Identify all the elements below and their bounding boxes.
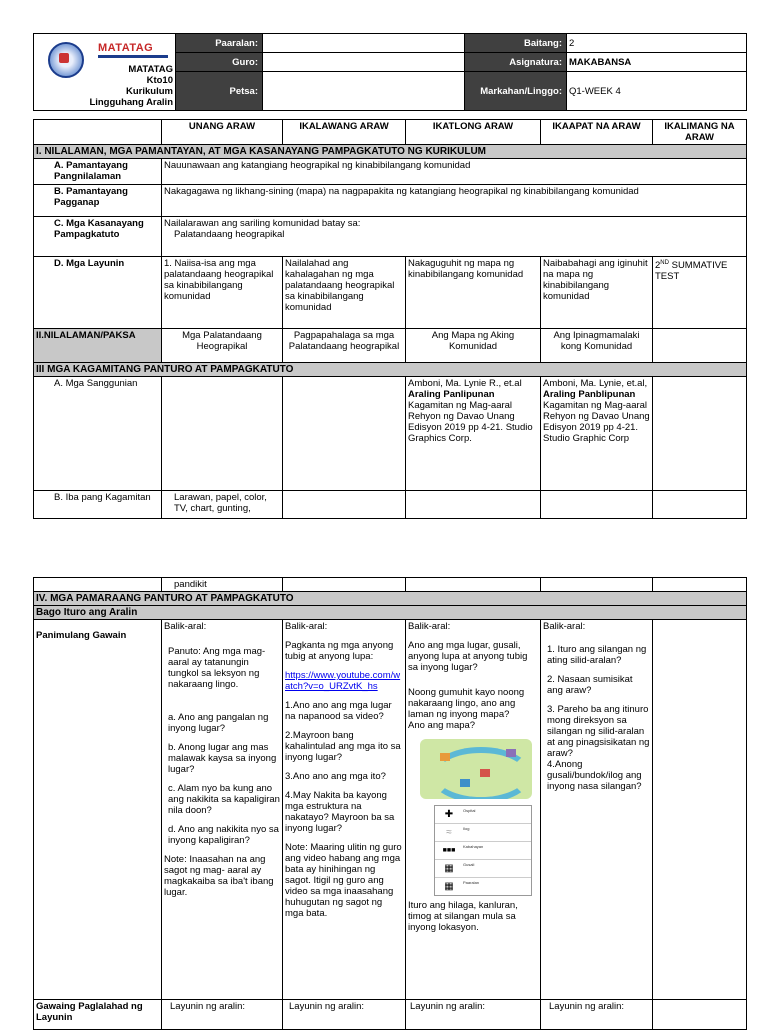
layunin-aralin-day2: Layunin ng aralin: xyxy=(283,1000,406,1030)
asignatura-label: Asignatura: xyxy=(465,53,567,72)
kagamitan-day3 xyxy=(406,491,541,519)
header-table xyxy=(33,33,747,111)
pamantayang-pangnilalaman-label: A. Pamantayang Pangnilalaman xyxy=(34,159,162,185)
paksa-day2: Pagpapahalaga sa mga Palatandaang heograpikal xyxy=(283,329,406,363)
kasanayang-text: Nailalarawan ang sariling komunidad batay sa: Palatandaang heograpikal xyxy=(162,217,747,257)
cont-label xyxy=(34,578,162,592)
layunin-aralin-day3: Layunin ng aralin: xyxy=(406,1000,541,1030)
paksa-day1: Mga Palatandaang Heograpikal xyxy=(162,329,283,363)
paksa-day3: Ang Mapa ng Aking Komunidad xyxy=(406,329,541,363)
day3-header: IKATLONG ARAW xyxy=(406,120,541,145)
day1-header: UNANG ARAW xyxy=(162,120,283,145)
matatag-logo: MATATAG xyxy=(98,42,154,54)
panimula-day2: Balik-aral: Pagkanta ng mga anyong tubig at anyong lupa: https://www.youtube.com/watch?v=o_URZvtK_hs 1.Ano ano ang mga lugar na napanood sa video? 2.Mayroon bang kahalintulad ang mga ito sa inyong lugar? 3.Ano ano ang mga ito? 4.May Nakita ba kayong mga estruktura na nakatayo? Mayroon ba sa inyong lugar? Note: Maaring ulitin ng guro ang video habang ang mga bata ay hinihingan ng sagot. Itigil ng guro ang video sa mga inaasahang huhugutan ng sagot ng mga bata. xyxy=(283,620,406,1000)
sanggunian-label: A. Mga Sanggunian xyxy=(34,377,162,491)
paksa-day5 xyxy=(653,329,747,363)
kagamitan-day4 xyxy=(541,491,653,519)
layunin-aralin-day5 xyxy=(653,1000,747,1030)
logo-underline xyxy=(98,55,168,58)
layunin-aralin-day4: Layunin ng aralin: xyxy=(541,1000,653,1030)
markahan-field[interactable]: Q1-WEEK 4 xyxy=(567,72,747,111)
petsa-label: Petsa: xyxy=(176,72,263,111)
panimula-day4: Balik-aral: 1. Ituro ang silangan ng ating silid-aralan? 2. Nasaan sumisikat ang araw? 3. Pareho ba ang itinuro mong direksyon sa silangan ng silid-aralan at ang pinagsisikatan ng araw? 4.Anong gusali/bundok/ilog ang inyong nasa silangan? xyxy=(541,620,653,1000)
bago-ituro-title: Bago Ituro ang Aralin xyxy=(34,606,747,620)
baitang-field[interactable]: 2 xyxy=(567,34,747,53)
corner-cell xyxy=(34,120,162,145)
section4-title: IV. MGA PAMARAANG PANTURO AT PAMPAGKATUTO xyxy=(34,592,747,606)
building-icon: ▦ xyxy=(444,862,454,874)
markahan-label: Markahan/Linggo: xyxy=(465,72,567,111)
map-legend: ✚ Ospital ≈ Ilog ■■■ Kabahayan ▦ Gusali ▦ Paaralan xyxy=(434,805,532,896)
layunin-label: D. Mga Layunin xyxy=(34,257,162,329)
plan-table-page2 xyxy=(33,577,747,1030)
panimula-day3: Balik-aral: Ano ang mga lugar, gusali, anyong lupa at anyong tubig sa inyong lugar? Noong gumuhit kayo noong nakaraang lingo, ano ang laman ng inyong mapa? Ano ang mapa? ✚ Ospital ≈ Ilog ■■■ Kabahayan ▦ Gusali ▦ Paaralan Ituro ang hilaga, kanluran, timog at silangan mula sa inyong lokasyon. xyxy=(406,620,541,1000)
iba-pang-kagamitan-label: B. Iba pang Kagamitan xyxy=(34,491,162,519)
layunin-day3: Nakaguguhit ng mapa ng kinabibilangang komunidad xyxy=(406,257,541,329)
logo-caption: MATATAG Kto10 Kurikulum Lingguhang Aralin xyxy=(89,64,173,108)
pamantayang-pagganap-text: Nakagagawa ng likhang-sining (mapa) na nagpapakita ng katangiang heograpikal ng kinabibilangang komunidad xyxy=(162,185,747,217)
baitang-label: Baitang: xyxy=(465,34,567,53)
layunin-day2: Nailalahad ang kahalagahan ng mga palatandaang heograpikal sa kinabibilangang komunidad xyxy=(283,257,406,329)
plan-table-page1 xyxy=(33,119,747,519)
asignatura-field[interactable]: MAKABANSA xyxy=(567,53,747,72)
day2-header: IKALAWANG ARAW xyxy=(283,120,406,145)
kagamitan-day2 xyxy=(283,491,406,519)
logo-cell xyxy=(34,34,176,111)
day4-header: IKAAPAT NA ARAW xyxy=(541,120,653,145)
sanggunian-day4: Amboni, Ma. Lynie, et.al, Araling Panblipunan Kagamitan ng Mag-aaral Rehyon ng Davao Unang Edisyon 2019 pp 4-21. Studio Graphic Corp xyxy=(541,377,653,491)
section1-title: I. NILALAMAN, MGA PAMANTAYAN, AT MGA KASANAYANG PAMPAGKATUTO NG KURIKULUM xyxy=(34,145,747,159)
paksa-day4: Ang Ipinagmamalaki kong Komunidad xyxy=(541,329,653,363)
panimulang-gawain-label: Panimulang Gawain xyxy=(34,620,162,1000)
houses-icon: ■■■ xyxy=(442,846,456,854)
kasanayang-label: C. Mga Kasanayang Pampagkatuto xyxy=(34,217,162,257)
community-map-illustration xyxy=(420,739,532,799)
pamantayang-pangnilalaman-text: Nauunawaan ang katangiang heograpikal ng kinabibilangang komunidad xyxy=(162,159,747,185)
deped-seal-icon xyxy=(48,42,84,78)
hospital-icon: ✚ xyxy=(444,808,454,820)
sanggunian-day3: Amboni, Ma. Lynie R., et.al Araling Panlipunan Kagamitan ng Mag-aaral Rehyon ng Davao Unang Edisyon 2019 pp 4-21. Studio Graphics Corp. xyxy=(406,377,541,491)
sanggunian-day5 xyxy=(653,377,747,491)
paaralan-label: Paaralan: xyxy=(176,34,263,53)
river-icon: ≈ xyxy=(446,826,452,838)
layunin-day1: 1. Naiisa-isa ang mga palatandaang heograpikal sa kinabibilangang komunidad xyxy=(162,257,283,329)
kagamitan-cont: pandikit xyxy=(162,578,283,592)
day5-header: IKALIMANG NA ARAW xyxy=(653,120,747,145)
youtube-link[interactable]: https://www.youtube.com/watch?v=o_URZvtK_hs xyxy=(285,670,401,692)
panimula-day5 xyxy=(653,620,747,1000)
kagamitan-day1: Larawan, papel, color, TV, chart, gunting, xyxy=(162,491,283,519)
guro-label: Guro: xyxy=(176,53,263,72)
sanggunian-day2 xyxy=(283,377,406,491)
paaralan-field[interactable] xyxy=(263,34,465,53)
gawaing-paglalahad-label: Gawaing Paglalahad ng Layunin xyxy=(34,1000,162,1030)
petsa-field[interactable] xyxy=(263,72,465,111)
school-icon: ▦ xyxy=(444,880,454,892)
sanggunian-day1 xyxy=(162,377,283,491)
layunin-day4: Naibabahagi ang iginuhit na mapa ng kinabibilangang komunidad xyxy=(541,257,653,329)
pamantayang-pagganap-label: B. Pamantayang Pagganap xyxy=(34,185,162,217)
nilalaman-label: II.NILALAMAN/PAKSA xyxy=(34,329,162,363)
kagamitan-day5 xyxy=(653,491,747,519)
section3-title: III MGA KAGAMITANG PANTURO AT PAMPAGKATUTO xyxy=(34,363,747,377)
layunin-aralin-day1: Layunin ng aralin: xyxy=(162,1000,283,1030)
layunin-day5: 2ND SUMMATIVE TEST xyxy=(653,257,747,329)
panimula-day1: Balik-aral: Panuto: Ang mga mag-aaral ay tatanungin tungkol sa leksyon ng nakaraang lingo. a. Ano ang pangalan ng inyong lugar? b. Anong lugar ang mas malawak kaysa sa inyong lugar? c. Alam nyo ba kung ano ang nakikita sa kapaligiran nila doon? d. Ano ang nakikita nyo sa inyong kapaligiran? Note: Inaasahan na ang sagot ng mag- aaral ay magkakaiba sa iba't ibang lugar. xyxy=(162,620,283,1000)
guro-field[interactable] xyxy=(263,53,465,72)
